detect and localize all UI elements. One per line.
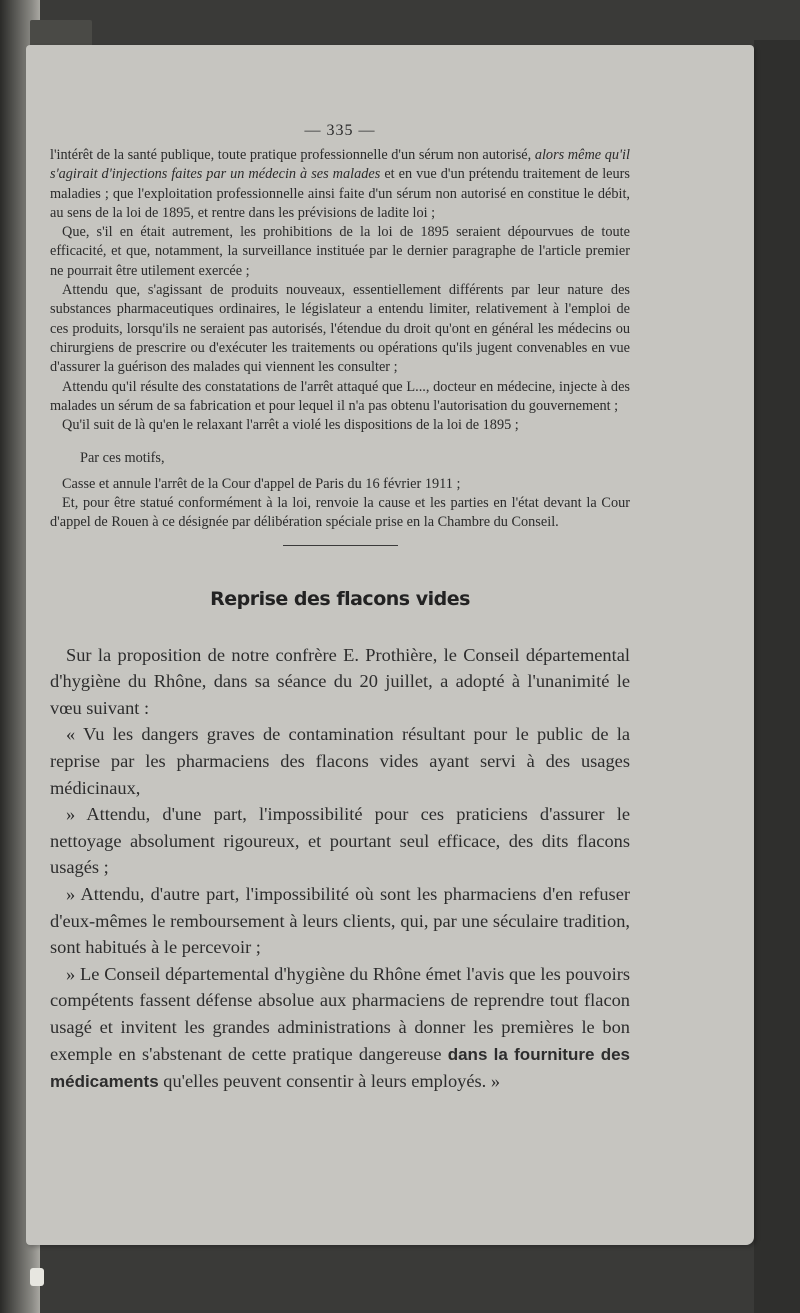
decision-paragraph: Attendu qu'il résulte des constatations de l'arrêt attaqué que L..., docteur en médecine, injecte à des malades un sérum de sa fabrication et pour lequel il n'a pas obtenu l'autorisation du gouvernement ; <box>50 378 630 414</box>
article-paragraph: » Attendu, d'autre part, l'impossibilité où sont les pharmaciens d'en refuser d'eux-mêmes le remboursement à leurs clients, qui, par une séculaire tradition, sont habitués à le percevoir ; <box>50 883 630 958</box>
text-run: » Le Conseil départemental d'hygiène du Rhône émet l'avis que les pouvoirs compétents fassent défense absolue aux pharmaciens de reprendre tout flacon usagé et invitent les grandes administrations à donner les premières le bon exemple en s'abstenant de cette pratique dangereuse <box>50 963 630 1064</box>
section-divider <box>283 545 398 546</box>
article-body <box>50 642 630 1096</box>
decision-paragraph: Qu'il suit de là qu'en le relaxant l'arrêt a violé les dispositions de la loi de 1895 ; <box>62 417 519 434</box>
article-paragraph <box>50 961 630 1096</box>
decision-paragraph: Attendu que, s'agissant de produits nouveaux, essentiellement différents par leur nature des substances pharmaceutiques ordinaires, le législateur a entendu limiter, relativement à l'emploi de ces produits, lorsqu'ils ne seraient pas autorisés, l'étendue du droit qu'ont en général les médecins ou chirurgiens de prescrire ou d'exécuter les traitements ou opérations qu'ils jugent convenables en vue d'assurer la guérison des malades qui viennent les consulter ; <box>50 282 630 376</box>
article-paragraph: » Attendu, d'une part, l'impossibilité pour ces praticiens d'assurer le nettoyage absolument rigoureux, et pourtant seul efficace, des dits flacons usagés ; <box>50 804 630 878</box>
text-run: qu'elles peuvent consentir à leurs employés. » <box>158 1071 501 1092</box>
italic-run: alors même qu'il s'agirait d'injections faites par un médecin à ses malades <box>50 147 631 183</box>
page-number: — 335 — <box>304 122 376 139</box>
court-decision <box>50 146 630 533</box>
article-paragraph: Sur la proposition de notre confrère E. Prothière, le Conseil départemental d'hygiène du Rhône, dans sa séance du 20 juillet, a adopté à l'unanimité le vœu suivant : <box>50 644 630 718</box>
text-run: l'intérêt de la santé publique, toute pratique professionnelle d'un sérum non autorisé, <box>50 147 535 163</box>
decision-paragraph <box>50 146 630 223</box>
scan-background <box>754 40 800 1313</box>
motifs-line: Par ces motifs, <box>80 450 165 467</box>
text-run: et en vue d'un prétendu traitement de leurs maladies ; que l'exploitation professionnelle ainsi faite d'un sérum non autorisé en constitue le débit, au sens de la loi de 1895, et rentre dans les prévisions de ladite loi ; <box>50 166 630 221</box>
bold-run: dans la fourniture des médicaments <box>50 1044 630 1092</box>
article-paragraph: « Vu les dangers graves de contamination résultant pour le public de la reprise par les pharmaciens des flacons vides ayant servi à des usages médicinaux, <box>50 724 630 798</box>
section-title: Reprise des flacons vides <box>210 587 470 610</box>
page-tab-mark <box>30 1268 44 1286</box>
decision-paragraph: Casse et annule l'arrêt de la Cour d'appel de Paris du 16 février 1911 ; <box>62 475 461 492</box>
decision-paragraph: Que, s'il en était autrement, les prohibitions de la loi de 1895 seraient dépourvues de toute efficacité, et que, notamment, la surveillance instituée par le dernier paragraphe de l'article premier ne pourrait être utilement exercée ; <box>50 224 630 279</box>
decision-paragraph: Et, pour être statué conformément à la loi, renvoie la cause et les parties en l'état devant la Cour d'appel de Rouen à ce désignée par délibération spéciale prise en la Chambre du Conseil. <box>50 495 630 531</box>
page-content <box>50 122 630 1096</box>
